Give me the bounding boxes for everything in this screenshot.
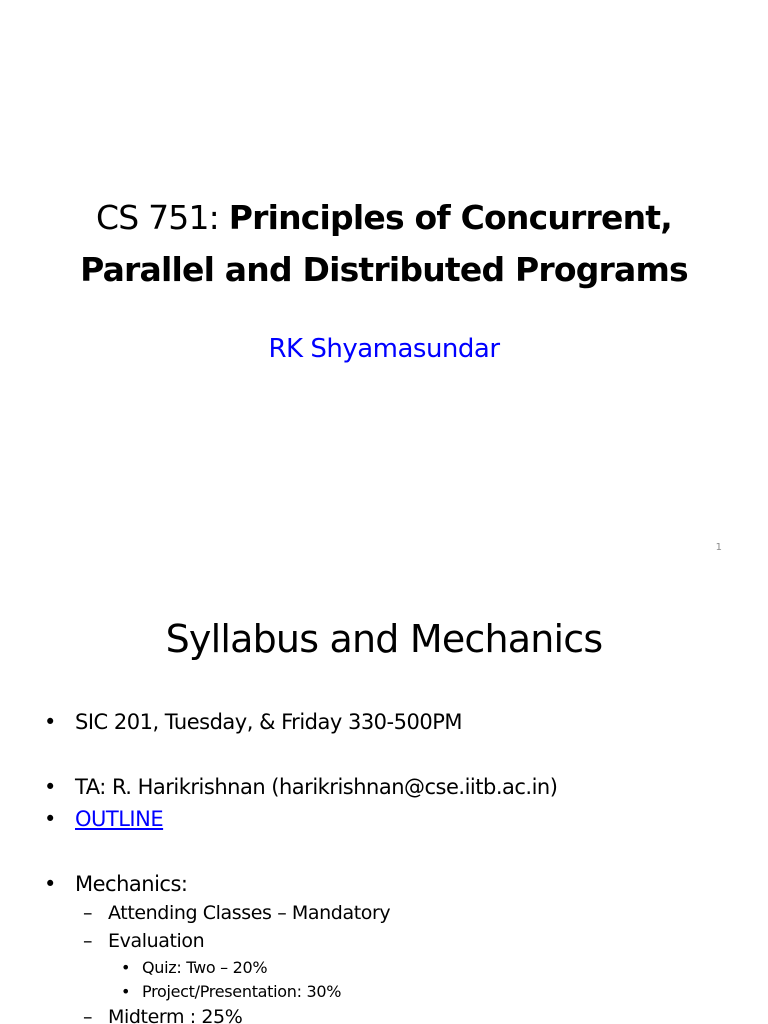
sub-sub-item-project <box>121 982 341 1001</box>
sub-item-evaluation <box>83 930 204 952</box>
bullet-icon: • <box>44 872 56 896</box>
sub-item-text: Midterm : 25% <box>108 1006 243 1024</box>
course-code: CS 751: <box>96 198 229 237</box>
bullet-outline <box>44 807 163 831</box>
outline-link[interactable]: OUTLINE <box>75 807 164 831</box>
syllabus-slide <box>0 576 768 1024</box>
author-name: RK Shyamasundar <box>268 334 500 364</box>
bullet-icon: • <box>121 958 131 977</box>
title-line-1 <box>0 192 768 244</box>
bullet-icon: • <box>44 807 56 831</box>
dash-icon: – <box>83 902 93 924</box>
bullet-schedule <box>44 710 462 734</box>
bullet-ta <box>44 775 557 799</box>
course-name-part-1: Principles of Concurrent, <box>228 198 672 237</box>
sub-item-midterm <box>83 1006 242 1024</box>
sub-item-text: Attending Classes – Mandatory <box>108 902 391 924</box>
slide-title: Syllabus and Mechanics <box>165 617 603 661</box>
bullet-icon: • <box>44 710 56 734</box>
bullet-text: SIC 201, Tuesday, & Friday 330-500PM <box>75 710 462 734</box>
slide-title <box>0 192 768 296</box>
dash-icon: – <box>83 930 93 952</box>
course-name-part-2: Parallel and Distributed Programs <box>80 250 688 289</box>
bullet-mechanics <box>44 872 187 896</box>
dash-icon: – <box>83 1006 93 1024</box>
bullet-text: TA: R. Harikrishnan (harikrishnan@cse.iitb.ac.in) <box>75 775 558 799</box>
sub-item-attendance <box>83 902 390 924</box>
page-number: 1 <box>715 542 722 553</box>
bullet-icon: • <box>121 982 131 1001</box>
sub-sub-item-text: Quiz: Two – 20% <box>142 958 268 977</box>
bullet-icon: • <box>44 775 56 799</box>
sub-sub-item-text: Project/Presentation: 30% <box>142 982 342 1001</box>
sub-item-text: Evaluation <box>108 930 205 952</box>
sub-sub-item-quiz <box>121 958 267 977</box>
bullet-text: Mechanics: <box>75 872 188 896</box>
